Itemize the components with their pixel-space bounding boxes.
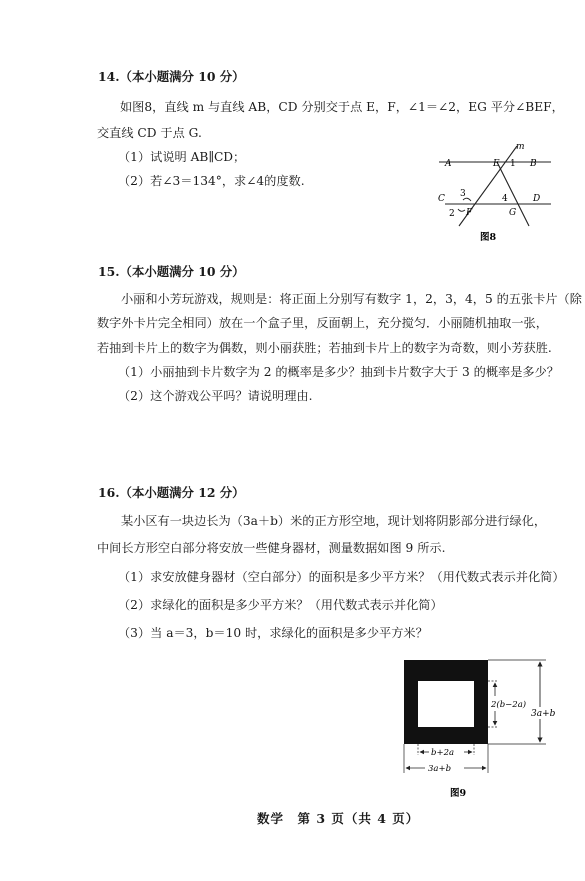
figure-9-caption: 图9 [450,788,467,799]
q14-line1: 如图8，直线 m 与直线 AB，CD 分别交于点 E，F，∠1＝∠2，EG 平分∠BEF， [120,100,564,114]
q14-sub2: （2）若∠3＝134°，求∠4的度数. [118,174,305,188]
inner-blank-rect [418,681,474,727]
label-angle-2: 2 [449,209,455,219]
label-e: E [493,159,500,169]
q15-line1: 小丽和小芳玩游戏，规则是：将正面上分别写有数字 1，2，3，4，5 的五张卡片（除 [121,292,582,306]
q16-sub1: （1）求安放健身器材（空白部分）的面积是多少平方米？（用代数式表示并化简） [118,570,565,584]
q14-sub1: （1）试说明 AB∥CD； [118,150,246,164]
q15-line3: 若抽到卡片上的数字为偶数，则小丽获胜；若抽到卡片上的数字为奇数，则小芳获胜. [97,341,552,355]
figure-8 [425,138,555,248]
label-outer-height: 3a+b [531,709,556,719]
q16-line1: 某小区有一块边长为（3a＋b）米的正方形空地，现计划将阴影部分进行绿化， [121,514,547,528]
label-c: C [438,194,445,204]
figure-8-caption: 图8 [480,232,497,243]
label-angle-1: 1 [510,159,516,169]
label-g: G [509,208,517,218]
angle-2-arc [458,209,465,211]
figure-9 [398,655,568,803]
label-d: D [533,194,541,204]
label-angle-4: 4 [502,194,508,204]
q16-sub3: （3）当 a＝3，b＝10 时，求绿化的面积是多少平方米？ [118,626,428,640]
label-m: m [516,142,525,152]
label-angle-3: 3 [460,189,466,199]
q16-heading: 16.（本小题满分 12 分） [98,485,245,500]
q14-heading: 14.（本小题满分 10 分） [98,69,245,84]
q15-line2: 数字外卡片完全相同）放在一个盒子里，反面朝上，充分搅匀．小丽随机抽取一张， [97,316,548,330]
q16-sub2: （2）求绿化的面积是多少平方米？（用代数式表示并化简） [118,598,443,612]
label-f: F [466,208,473,218]
page-footer: 数学 第 3 页（共 4 页） [257,811,420,826]
label-inner-width: b+2a [431,748,455,758]
label-b: B [530,159,537,169]
q15-heading: 15.（本小题满分 10 分） [98,264,245,279]
q14-line2: 交直线 CD 于点 G. [97,126,202,140]
label-inner-height: 2(b−2a) [491,700,527,710]
q16-line2: 中间长方形空白部分将安放一些健身器材，测量数据如图 9 所示. [97,541,446,555]
label-outer-width: 3a+b [428,764,452,774]
q15-sub1: （1）小丽抽到卡片数字为 2 的概率是多少？抽到卡片数字大于 3 的概率是多少？ [118,365,559,379]
q15-sub2: （2）这个游戏公平吗？请说明理由. [118,389,313,403]
label-a: A [445,159,452,169]
